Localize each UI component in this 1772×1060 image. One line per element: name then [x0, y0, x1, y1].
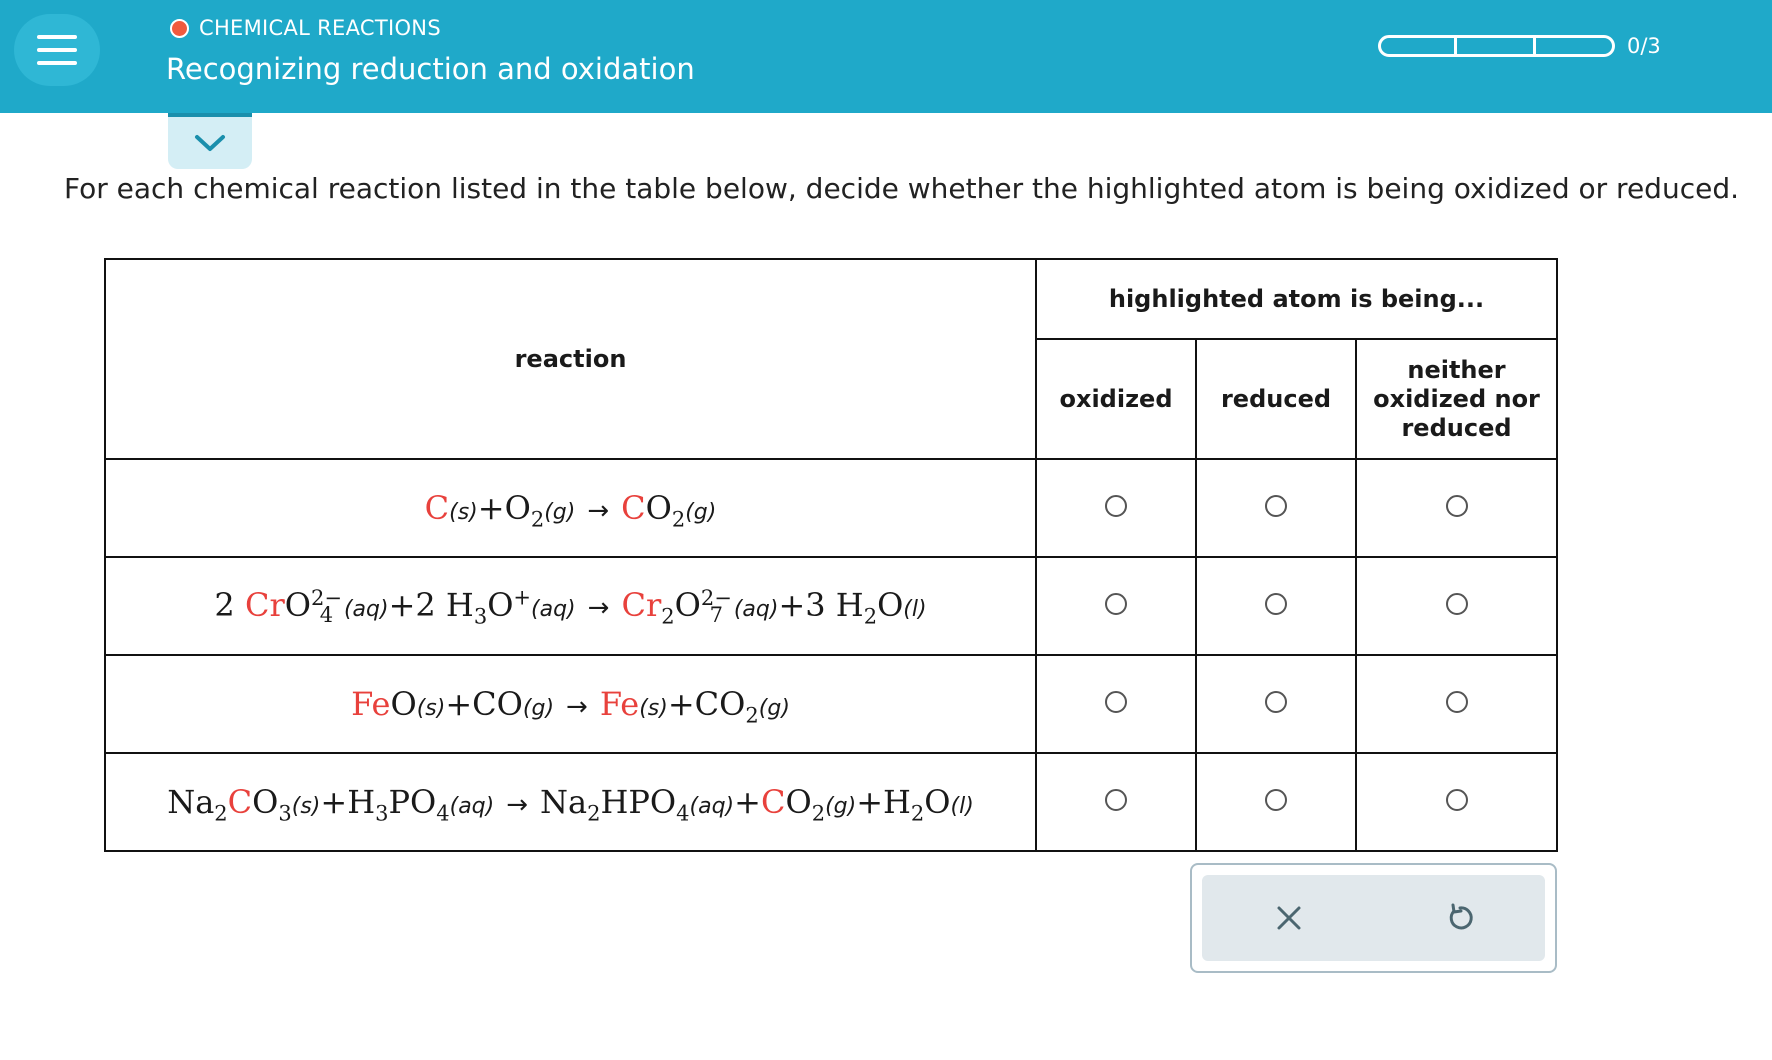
page-title: Recognizing reduction and oxidation — [166, 52, 695, 86]
reaction-column-header — [105, 259, 1036, 459]
group-column-header — [1036, 259, 1557, 339]
top-bar — [0, 0, 1772, 113]
radio-oxidized[interactable] — [1105, 495, 1127, 517]
radio-reduced[interactable] — [1265, 593, 1287, 615]
progress-segment — [1378, 35, 1457, 57]
action-bar — [1202, 875, 1545, 961]
topic-dot-icon — [170, 19, 189, 38]
progress-segment — [1536, 35, 1615, 57]
radio-reduced[interactable] — [1265, 789, 1287, 811]
radio-oxidized[interactable] — [1105, 593, 1127, 615]
clear-button[interactable] — [1266, 895, 1312, 941]
reaction-equation: $FeO(s)+CO(g) \to Fe(s)+CO_2(g)$ — [105, 655, 1036, 753]
progress-indicator — [1378, 34, 1661, 58]
radio-neither[interactable] — [1446, 495, 1468, 517]
option-header-reduced: reduced — [1196, 339, 1356, 459]
topic-row — [170, 16, 441, 40]
reaction-equation: $C(s)+O_2(g) \to CO_2(g)$ — [105, 459, 1036, 557]
progress-text: 0/3 — [1627, 34, 1661, 58]
reaction-header-label: reaction — [514, 345, 627, 373]
undo-button[interactable] — [1437, 895, 1483, 941]
answer-actions — [1190, 863, 1557, 973]
option-header-neither: neither oxidized nor reduced — [1356, 339, 1557, 459]
table-row — [105, 557, 1557, 655]
topic-label: CHEMICAL REACTIONS — [199, 16, 441, 40]
reaction-table — [104, 258, 1558, 852]
undo-icon — [1444, 902, 1476, 934]
radio-oxidized[interactable] — [1105, 789, 1127, 811]
radio-reduced[interactable] — [1265, 691, 1287, 713]
option-header-oxidized: oxidized — [1036, 339, 1196, 459]
reaction-equation: 2 CrO 2− 4 (aq)+2 $H_3O^+(aq) \to Cr_2O$ 2− 7 (aq)+3 $H_2O(l)$ — [105, 557, 1036, 655]
radio-reduced[interactable] — [1265, 495, 1287, 517]
menu-button[interactable] — [14, 14, 100, 86]
hamburger-icon — [37, 48, 77, 52]
instruction-text: For each chemical reaction listed in the table below, decide whether the highlighted atom is being oxidized or reduced. — [64, 172, 1739, 205]
hamburger-icon — [37, 61, 77, 65]
reaction-equation: $Na_2CO_3(s)+H_3PO_4(aq) \to Na_2HPO_4(aq)+CO_2(g)+H_2O(l)$ — [105, 753, 1036, 851]
group-header-label: highlighted atom is being... — [1108, 285, 1485, 313]
hamburger-icon — [37, 35, 77, 39]
table-row — [105, 753, 1557, 851]
radio-neither[interactable] — [1446, 789, 1468, 811]
collapse-toggle[interactable] — [168, 113, 252, 169]
radio-neither[interactable] — [1446, 691, 1468, 713]
chevron-down-icon — [193, 132, 227, 154]
progress-segment — [1457, 35, 1536, 57]
radio-oxidized[interactable] — [1105, 691, 1127, 713]
table-row — [105, 655, 1557, 753]
x-icon — [1275, 904, 1303, 932]
table-row — [105, 459, 1557, 557]
radio-neither[interactable] — [1446, 593, 1468, 615]
